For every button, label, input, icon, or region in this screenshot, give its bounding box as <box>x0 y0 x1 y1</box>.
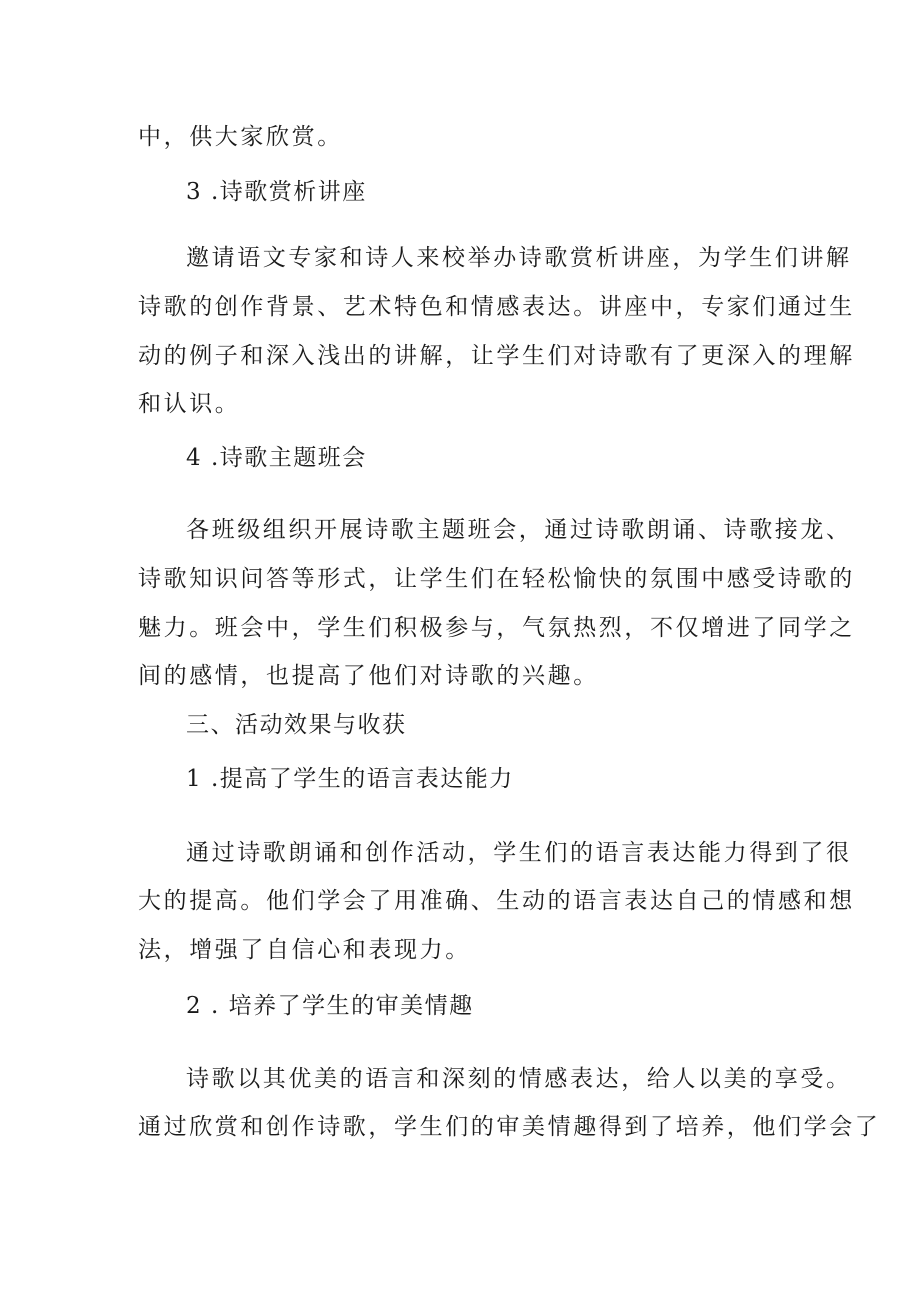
paragraph-line: 中，供大家欣赏。 <box>138 124 343 150</box>
paragraph-line: 各班级组织开展诗歌主题班会，通过诗歌朗诵、诗歌接龙、 <box>186 517 852 543</box>
paragraph-line: 法，增强了自信心和表现力。 <box>138 937 471 963</box>
paragraph-line: 通过诗歌朗诵和创作活动，学生们的语言表达能力得到了很 <box>186 840 852 866</box>
section-heading: 3 .诗歌赏析讲座 <box>186 179 367 205</box>
section-heading: 2 . 培养了学生的审美情趣 <box>186 993 474 1019</box>
paragraph-line: 大的提高。他们学会了用准确、生动的语言表达自己的情感和想 <box>138 888 855 914</box>
section-heading: 4 .诗歌主题班会 <box>186 445 367 471</box>
paragraph-line: 诗歌的创作背景、艺术特色和情感表达。讲座中，专家们通过生 <box>138 294 855 320</box>
paragraph-line: 魅力。班会中，学生们积极参与，气氛热烈，不仅增进了同学之 <box>138 615 855 641</box>
paragraph-line: 动的例子和深入浅出的讲解，让学生们对诗歌有了更深入的理解 <box>138 343 855 369</box>
section-heading: 三、活动效果与收获 <box>186 712 407 738</box>
paragraph-line: 通过欣赏和创作诗歌，学生们的审美情趣得到了培养，他们学会了 <box>138 1114 881 1140</box>
paragraph-line: 和认识。 <box>138 391 241 417</box>
paragraph-line: 诗歌以其优美的语言和深刻的情感表达，给人以美的享受。 <box>186 1066 852 1092</box>
paragraph-line: 诗歌知识问答等形式，让学生们在轻松愉快的氛围中感受诗歌的 <box>138 566 855 592</box>
paragraph-line: 邀请语文专家和诗人来校举办诗歌赏析讲座，为学生们讲解 <box>186 245 852 271</box>
paragraph-line: 间的感情，也提高了他们对诗歌的兴趣。 <box>138 663 599 689</box>
section-heading: 1 .提高了学生的语言表达能力 <box>186 766 514 792</box>
